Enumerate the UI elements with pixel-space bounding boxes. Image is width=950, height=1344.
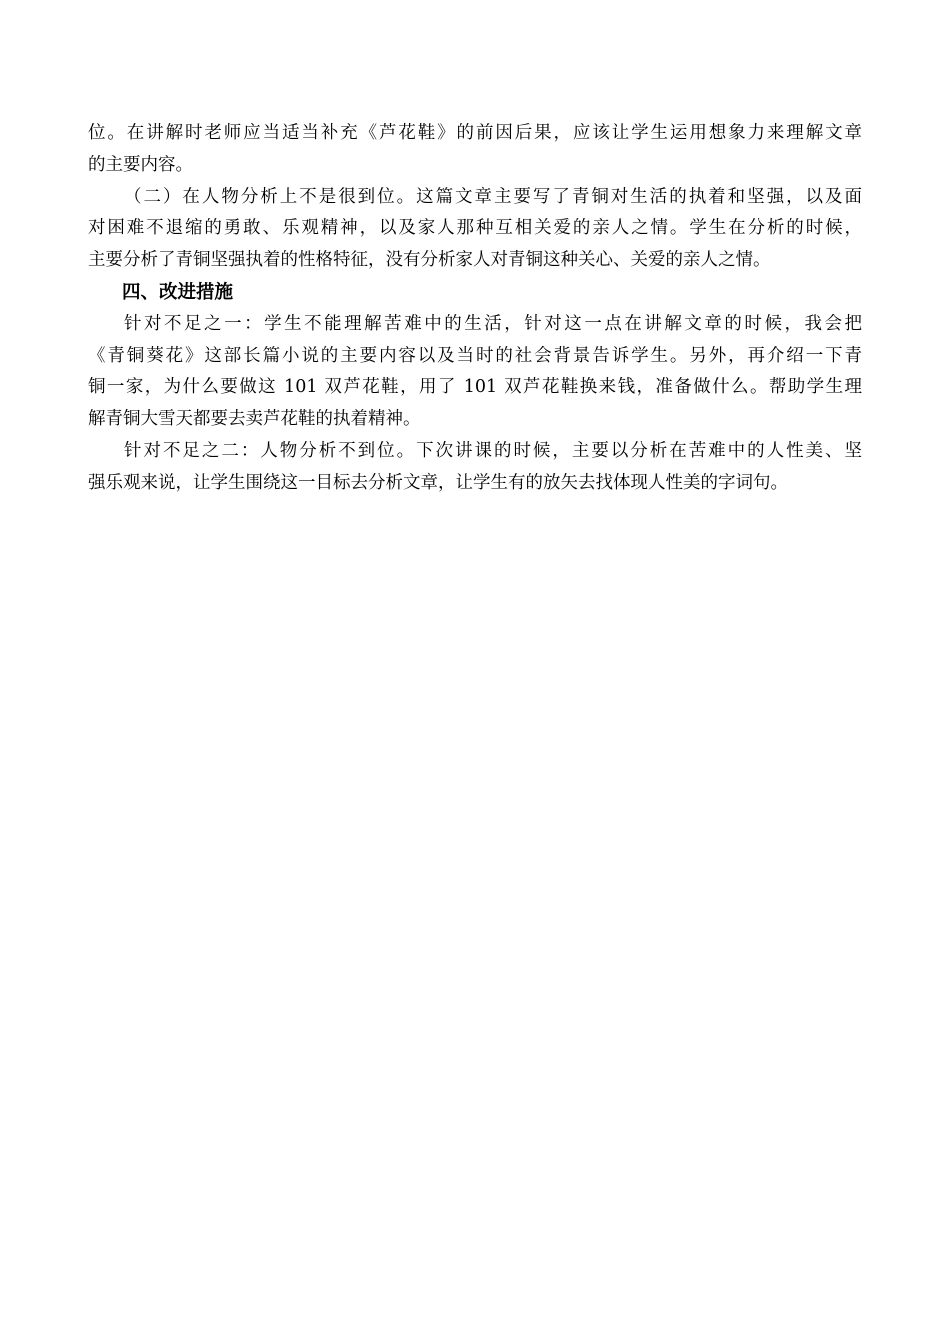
text-line: 对困难不退缩的勇敢、乐观精神，以及家人那种互相关爱的亲人之情。学生在分析的时候， <box>88 218 862 239</box>
paragraph-character-analysis <box>88 182 862 277</box>
paragraph-continued <box>88 118 862 182</box>
paragraph-improvement-one <box>88 309 862 436</box>
section-heading: 四、改进措施 <box>122 281 234 303</box>
text-line: 强乐观来说，让学生围绕这一目标去分析文章，让学生有的放矢去找体现人性美的字词句。 <box>88 472 788 493</box>
text-line: 针对不足之二：人物分析不到位。下次讲课的时候，主要以分析在苦难中的人性美、坚 <box>124 440 862 461</box>
document-page <box>88 118 862 500</box>
text-line: 针对不足之一：学生不能理解苦难中的生活，针对这一点在讲解文章的时候，我会把 <box>124 313 862 334</box>
text-line: 主要分析了青铜坚强执着的性格特征，没有分析家人对青铜这种关心、关爱的亲人之情。 <box>88 250 771 271</box>
text-line: 的主要内容。 <box>88 154 193 175</box>
paragraph-improvement-two <box>88 436 862 500</box>
text-line: 《青铜葵花》这部长篇小说的主要内容以及当时的社会背景告诉学生。另外，再介绍一下青 <box>88 345 862 366</box>
text-line: （二）在人物分析上不是很到位。这篇文章主要写了青铜对生活的执着和坚强，以及面 <box>124 186 862 207</box>
text-line: 铜一家，为什么要做这 101 双芦花鞋，用了 101 双芦花鞋换来钱，准备做什么。帮助学生理 <box>88 377 862 398</box>
text-line: 解青铜大雪天都要去卖芦花鞋的执着精神。 <box>88 409 421 430</box>
text-line: 位。在讲解时老师应当适当补充《芦花鞋》的前因后果，应该让学生运用想象力来理解文章 <box>88 123 862 143</box>
